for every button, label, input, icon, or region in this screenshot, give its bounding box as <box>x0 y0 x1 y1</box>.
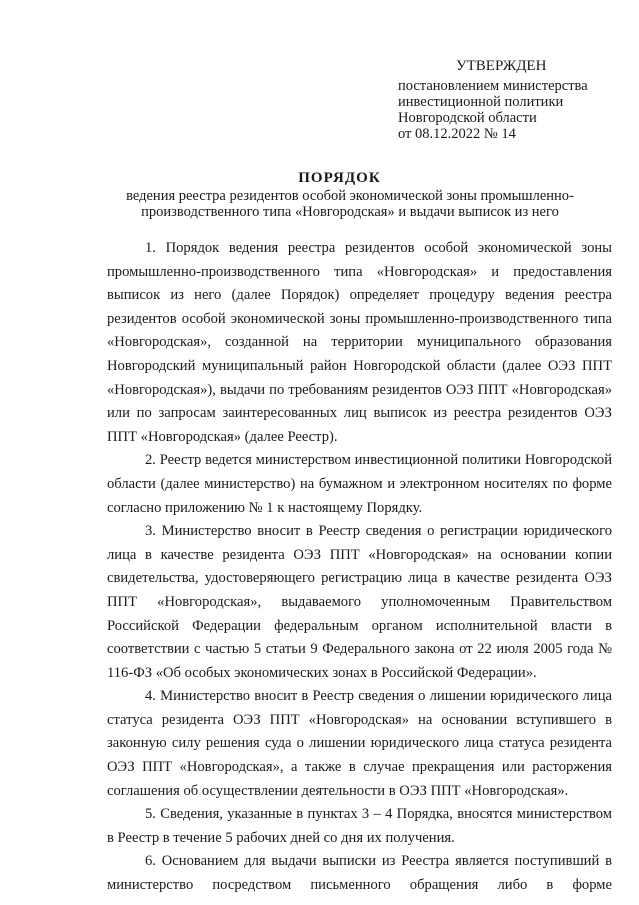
paragraph-2: 2. Реестр ведется министерством инвестиционной политики Новгородской области (далее министерство) на бумажном и электронном носителях по форме согласно приложению № 1 к настоящему Порядку. <box>107 452 612 516</box>
paragraph-6: 6. Основанием для выдачи выписки из Реестра является поступивший в министерство посредством письменного обращения либо в форме <box>107 853 612 894</box>
approval-line: постановлением министерства <box>398 78 588 94</box>
paragraph-5: 5. Сведения, указанные в пунктах 3 – 4 Порядка, вносятся министерством в Реестр в течение 5 рабочих дней со дня их получения. <box>107 806 612 846</box>
document-title: ПОРЯДОК <box>298 170 381 186</box>
paragraph-4: 4. Министерство вносит в Реестр сведения о лишении юридического лица статуса резидента ОЭЗ ППТ «Новгородская» на основании вступившего в законную силу решения суда о лишении юридического лица статуса резидента ОЭЗ ППТ «Новгородская», а также в случае прекращения или расторжения соглашения об осуществлении деятельности в ОЭЗ ППТ «Новгородская». <box>107 688 612 799</box>
document-body <box>107 237 612 898</box>
approval-stamp <box>398 58 628 142</box>
approval-heading: УТВЕРЖДЕН <box>456 58 547 74</box>
paragraph-1: 1. Порядок ведения реестра резидентов особой экономической зоны промышленно-производственного типа «Новгородская» и предоставления выписок из него (далее Порядок) определяет процедуру ведения реестра резидентов особой экономической зоны промышленно-производственного типа «Новгородская», созданной на территории муниципального образования Новгородский муниципальный район Новгородской области (далее ОЭЗ ППТ «Новгородская»), выдачи по требованиям резидентов ОЭЗ ППТ «Новгородская» или по запросам заинтересованных лиц выписок из реестра резидентов ОЭЗ ППТ «Новгородская» (далее Реестр). <box>107 240 612 445</box>
paragraph-3: 3. Министерство вносит в Реестр сведения о регистрации юридического лица в качестве резидента ОЭЗ ППТ «Новгородская» на основании копии свидетельства, удостоверяющего регистрацию лица в качестве резидента ОЭЗ ППТ «Новгородская», выдаваемого уполномоченным Правительством Российской Федерации федеральным органом исполнительной власти в соответствии с частью 5 статьи 9 Федерального закона от 22 июля 2005 года № 116-ФЗ «Об особых экономических зонах в Российской Федерации». <box>107 523 612 681</box>
document-subtitle: ведения реестра резидентов особой экономической зоны промышленно-производственного типа «Новгородская» и выдачи выписок из него <box>126 188 574 220</box>
approval-line: инвестиционной политики <box>398 94 564 110</box>
approval-line: от 08.12.2022 № 14 <box>398 126 516 142</box>
approval-line: Новгородской области <box>398 110 537 126</box>
